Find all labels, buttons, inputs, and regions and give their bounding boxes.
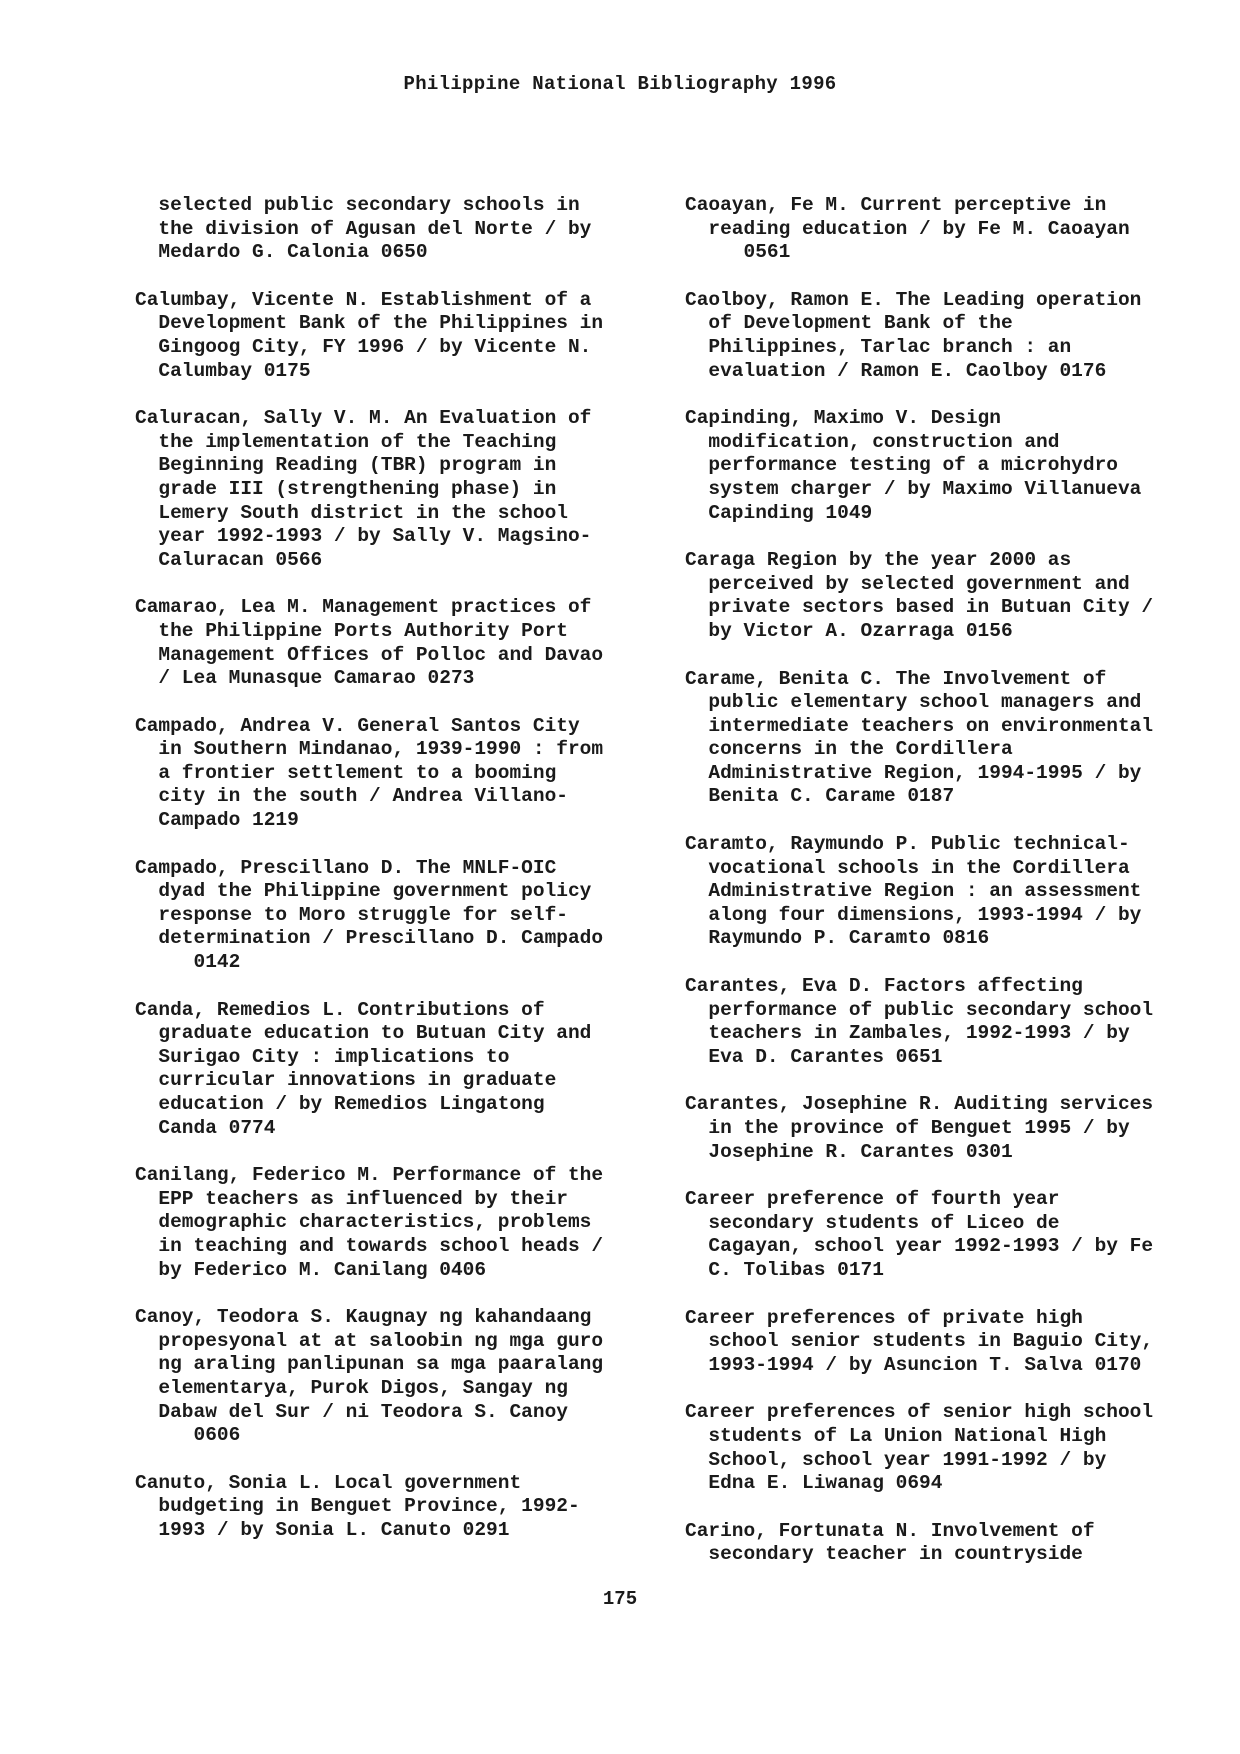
bibliography-entry: Career preference of fourth year secondary students of Liceo de Cagayan, school year 1992-1993 / by Fe C. Tolibas 0171 — [685, 1188, 1154, 1281]
bibliography-entry: Carantes, Eva D. Factors affecting performance of public secondary school teachers in Zambales, 1992-1993 / by Eva D. Carantes 0651 — [685, 975, 1154, 1068]
bibliography-entry: Caramto, Raymundo P. Public technical- vocational schools in the Cordillera Administrative Region : an assessment along four dimensions, 1993-1994 / by Raymundo P. Caramto 0816 — [685, 833, 1142, 950]
page-number: 175 — [602, 1588, 638, 1610]
bibliography-entry: Caolboy, Ramon E. The Leading operation of Development Bank of the Philippines, Tarlac branch : an evaluation / Ramon E. Caolboy 0176 — [685, 288, 1142, 382]
bibliography-entry: Carame, Benita C. The Involvement of public elementary school managers and intermediate teachers on environmental concerns in the Cordillera Administrative Region, 1994-1995 / by Benita C. Carame 0187 — [685, 667, 1154, 808]
bibliography-entry: selected public secondary schools in the division of Agusan del Norte / by Medardo G. Calonia 0650 — [158, 194, 592, 264]
bibliography-entry: Canuto, Sonia L. Local government budgeting in Benguet Province, 1992- 1993 / by Sonia L. Canuto 0291 — [135, 1471, 580, 1541]
bibliography-entry: Caoayan, Fe M. Current perceptive in reading education / by Fe M. Caoayan 0561 — [685, 194, 1130, 264]
right-column — [685, 194, 1205, 1591]
bibliography-entry: Caluracan, Sally V. M. An Evaluation of the implementation of the Teaching Beginning Reading (TBR) program in grade III (strengthening phase) in Lemery South district in the school year 1992-1993 / by Sally V. Magsino- Caluracan 0566 — [135, 407, 592, 571]
bibliography-entry: Campado, Prescillano D. The MNLF-OIC dyad the Philippine government policy response to Moro struggle for self- determination / Prescillano D. Campado 0142 — [135, 856, 604, 974]
bibliography-entry: Calumbay, Vicente N. Establishment of a Development Bank of the Philippines in Gingoog City, FY 1996 / by Vicente N. Calumbay 0175 — [135, 288, 604, 382]
left-column — [135, 194, 655, 1567]
bibliography-entry: Caraga Region by the year 2000 as perceived by selected government and private sectors based in Butuan City / by Victor A. Ozarraga 0156 — [685, 549, 1154, 642]
bibliography-entry: Career preferences of senior high school students of La Union National High School, school year 1991-1992 / by Edna E. Liwanag 0694 — [685, 1401, 1154, 1495]
bibliography-entry: Campado, Andrea V. General Santos City in Southern Mindanao, 1939-1990 : from a frontier settlement to a booming city in the south / Andrea Villano- Campado 1219 — [135, 714, 604, 832]
bibliography-entry: Capinding, Maximo V. Design modification, construction and performance testing of a microhydro system charger / by Maximo Villanueva Capinding 1049 — [685, 407, 1142, 524]
bibliography-entry: Camarao, Lea M. Management practices of the Philippine Ports Authority Port Management Offices of Polloc and Davao / Lea Munasque Camarao 0273 — [135, 596, 604, 690]
page-header: Philippine National Bibliography 1996 — [403, 73, 837, 95]
bibliography-entry: Career preferences of private high school senior students in Baguio City, 1993-1994 / by Asuncion T. Salva 0170 — [685, 1306, 1154, 1376]
bibliography-entry: Canda, Remedios L. Contributions of graduate education to Butuan City and Surigao City : implications to curricular innovations in graduate education / by Remedios Lingatong Canda 0774 — [135, 998, 592, 1139]
bibliography-entry: Canoy, Teodora S. Kaugnay ng kahandaang propesyonal at at saloobin ng mga guro ng araling panlipunan sa mga paaralang elementarya, Purok Digos, Sangay ng Dabaw del Sur / ni Teodora S. Canoy 0606 — [135, 1306, 604, 1447]
bibliography-entry: Canilang, Federico M. Performance of the EPP teachers as influenced by their demographic characteristics, problems in teaching and towards school heads / by Federico M. Canilang 0406 — [135, 1164, 604, 1281]
bibliography-entry: Carantes, Josephine R. Auditing services in the province of Benguet 1995 / by Josephine R. Carantes 0301 — [685, 1093, 1154, 1163]
bibliography-entry: Carino, Fortunata N. Involvement of secondary teacher in countryside — [685, 1519, 1095, 1566]
